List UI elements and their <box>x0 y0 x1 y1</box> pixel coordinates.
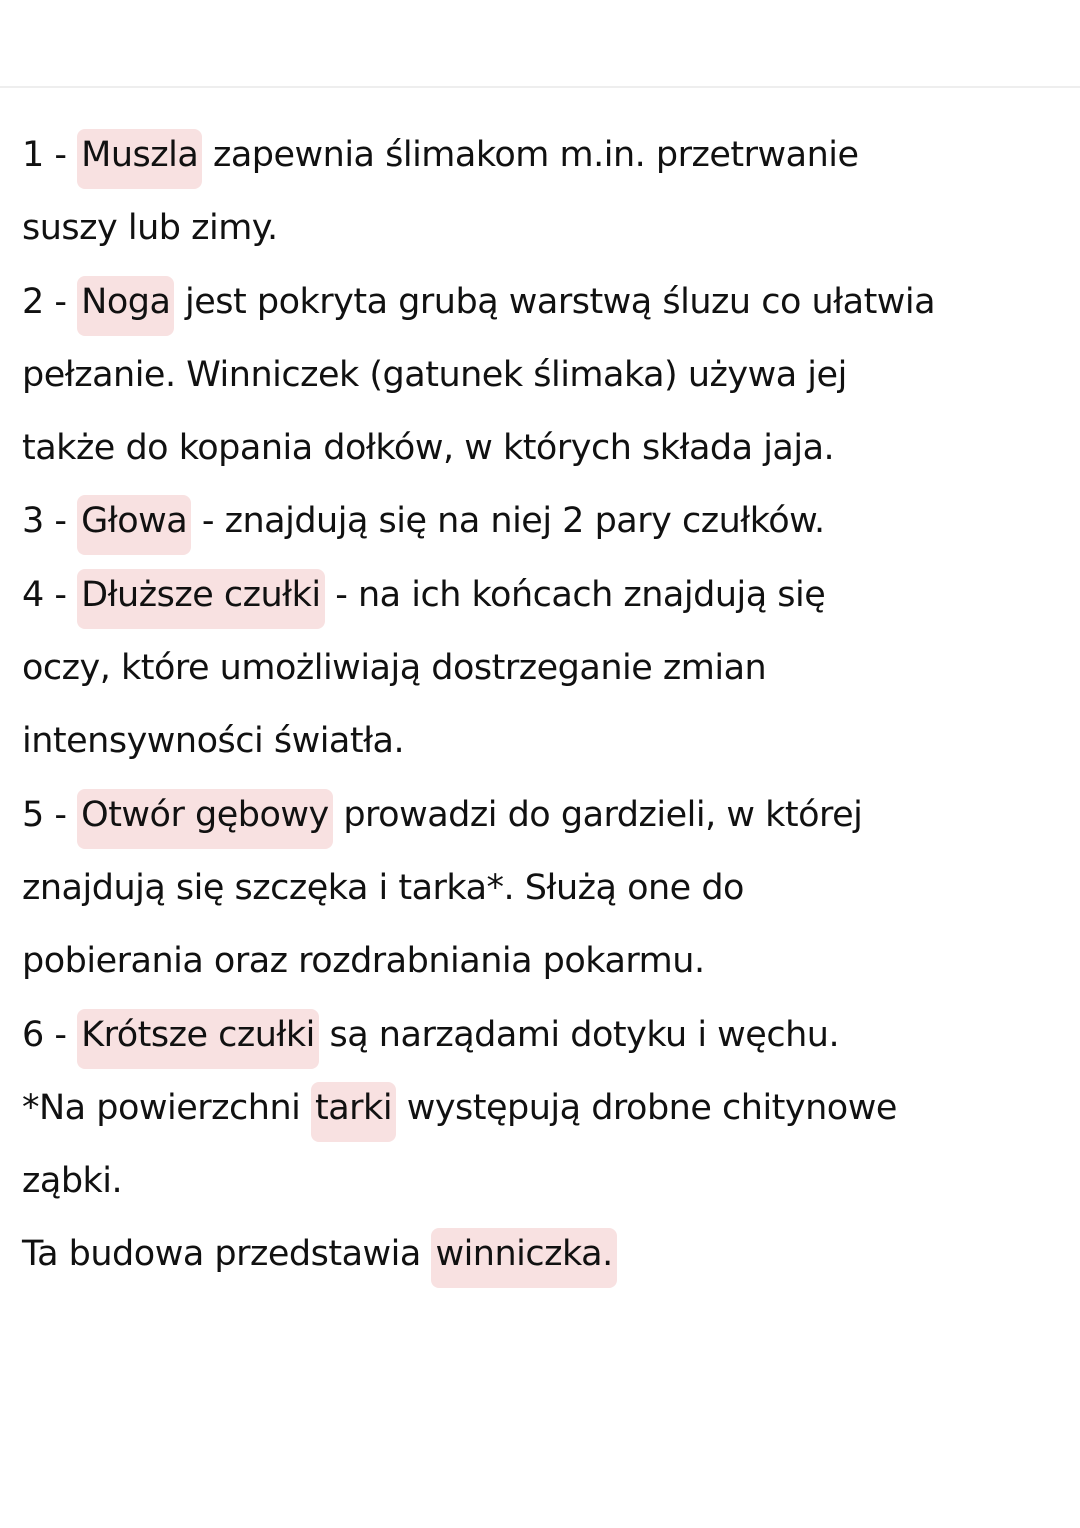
text-segment: suszy lub zimy. <box>22 208 278 249</box>
text-line <box>22 415 1072 488</box>
text-segment: zapewnia ślimakom m.in. przetrwanie <box>202 135 859 175</box>
text-line <box>22 1002 1072 1075</box>
text-segment: występują drobne chitynowe <box>396 1087 897 1128</box>
text-segment: oczy, które umożliwiają dostrzeganie zmian <box>22 648 767 689</box>
text-segment: intensywności światła. <box>22 721 405 762</box>
text-segment: 5 - <box>22 794 78 835</box>
text-segment: 1 - <box>22 135 78 175</box>
text-segment: 4 - <box>22 574 78 615</box>
text-segment: 6 - <box>22 1014 78 1055</box>
text-segment: są narządami dotyku i węchu. <box>318 1014 840 1055</box>
highlighted-term: Muszla <box>77 129 202 189</box>
text-line <box>22 122 1072 195</box>
text-line <box>22 928 1072 1001</box>
text-line <box>22 782 1072 855</box>
text-line <box>22 708 1072 781</box>
text-line <box>22 1221 1072 1294</box>
text-line <box>22 1075 1072 1148</box>
text-segment: 2 - <box>22 281 78 322</box>
highlighted-term: Otwór gębowy <box>77 789 333 849</box>
text-segment: - na ich końcach znajdują się <box>324 574 826 615</box>
note-text <box>22 122 1072 1295</box>
top-divider <box>0 86 1080 88</box>
text-line <box>22 855 1072 928</box>
text-segment: pełzanie. Winniczek (gatunek ślimaka) używa jej <box>22 354 847 395</box>
text-segment: *Na powierzchni <box>22 1087 311 1128</box>
text-line <box>22 635 1072 708</box>
text-segment: jest pokryta grubą warstwą śluzu co ułatwia <box>174 281 936 322</box>
text-segment: znajdują się szczęka i tarka*. Służą one do <box>22 867 744 908</box>
highlighted-term: Noga <box>77 276 174 336</box>
text-segment: Ta budowa przedstawia <box>22 1234 432 1275</box>
text-line <box>22 342 1072 415</box>
highlighted-term: Krótsze czułki <box>77 1009 319 1069</box>
text-segment: 3 - <box>22 501 78 542</box>
text-segment: także do kopania dołków, w których składa jaja. <box>22 428 835 469</box>
highlighted-term: Głowa <box>77 495 191 555</box>
text-line <box>22 488 1072 561</box>
text-segment: pobierania oraz rozdrabniania pokarmu. <box>22 941 705 982</box>
text-line <box>22 195 1072 268</box>
highlighted-term: tarki <box>311 1082 396 1142</box>
highlighted-term: Dłuższe czułki <box>77 569 324 629</box>
text-line <box>22 562 1072 635</box>
highlighted-term: winniczka. <box>431 1228 616 1288</box>
text-line <box>22 269 1072 342</box>
text-segment: - znajdują się na niej 2 pary czułków. <box>191 501 825 542</box>
text-segment: ząbki. <box>22 1161 123 1202</box>
text-segment: prowadzi do gardzieli, w której <box>332 794 863 835</box>
text-line <box>22 1148 1072 1221</box>
